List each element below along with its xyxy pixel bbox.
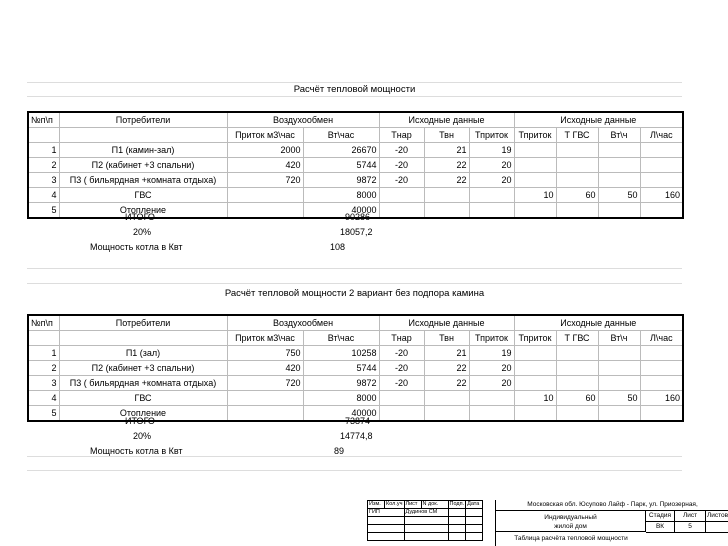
cell-w: 10258 (303, 346, 379, 361)
subheader-cell: Вт\ч (598, 331, 640, 346)
subheader-cell: Приток м3\час (227, 331, 303, 346)
col-air-header: Воздухообмен (227, 315, 379, 331)
cell-tnar: -20 (379, 173, 424, 188)
cell-wh (598, 361, 640, 376)
subheader-cell: Твн (424, 128, 469, 143)
boiler-value: 89 (334, 446, 345, 456)
cell-n: 5 (28, 203, 59, 219)
cell-n: 1 (28, 346, 59, 361)
cell-tvn: 22 (424, 173, 469, 188)
cell-name: ГВС (59, 188, 227, 203)
cell-tvn: 22 (424, 361, 469, 376)
cell-tgvs: 60 (556, 188, 598, 203)
table-row (28, 143, 683, 158)
cell-w: 9872 (303, 376, 379, 391)
cell-w: 5744 (303, 158, 379, 173)
cell-name: Отопление (59, 406, 227, 422)
cell-name: П1 (камин-зал) (59, 143, 227, 158)
stamp-stage-value: ВК (646, 521, 675, 533)
total-label: ИТОГО (125, 416, 155, 426)
table-row (28, 173, 683, 188)
cell-tnar: -20 (379, 346, 424, 361)
cell-tpr: 20 (469, 158, 514, 173)
stamp-col-label: Дата (466, 501, 483, 509)
cell-wh (598, 346, 640, 361)
cell-name: П3 ( бильярдная +комната отдыха) (59, 173, 227, 188)
stamp-col-label: Кол.уч (386, 501, 403, 507)
cell-flow: 750 (227, 346, 303, 361)
subheader-row (28, 331, 683, 346)
cell-lh (640, 376, 683, 391)
section2-title: Расчёт тепловой мощности 2 вариант без подпора камина (224, 288, 485, 299)
cell-name: Отопление (59, 203, 227, 219)
cell-wh (598, 376, 640, 391)
cell-tpr2: 10 (514, 188, 556, 203)
cell-tvn (424, 391, 469, 406)
col-src1-header: Исходные данные (379, 112, 514, 128)
subheader-cell: Тприток (514, 128, 556, 143)
subheader-cell: Твн (424, 331, 469, 346)
total-value: 73874 (345, 416, 371, 426)
col-src2-header: Исходные данные (514, 112, 683, 128)
total-value: 90286 (345, 212, 371, 222)
stamp-sheet-value: 5 (675, 521, 706, 533)
cell-tpr: 19 (469, 143, 514, 158)
cell-tnar: -20 (379, 158, 424, 173)
col-num-header: №п\п (28, 112, 59, 128)
subheader-cell: Тприток (469, 128, 514, 143)
cell-w: 40000 (303, 406, 379, 422)
stamp-gip-label: ГИП (368, 509, 405, 517)
stamp-right-block (495, 500, 728, 546)
cell-lh (640, 346, 683, 361)
stamp-gip-name: Дудинов СМ (404, 509, 448, 517)
col-src2-header: Исходные данные (514, 315, 683, 331)
section2-summary (27, 416, 682, 461)
cell-name: П1 (зал) (59, 346, 227, 361)
cell-wh: 50 (598, 391, 640, 406)
cell-w: 8000 (303, 188, 379, 203)
cell-tnar (379, 391, 424, 406)
cell-w: 9872 (303, 173, 379, 188)
subheader-cell: Л\час (640, 331, 683, 346)
cell-tnar (379, 188, 424, 203)
table-row (28, 346, 683, 361)
boiler-value: 108 (330, 242, 346, 252)
subheader-cell: Тнар (379, 128, 424, 143)
cell-tgvs (556, 158, 598, 173)
cell-tpr (469, 391, 514, 406)
subheader-cell: Приток м3\час (227, 128, 303, 143)
cell-w: 40000 (303, 203, 379, 219)
subheader-cell: Вт\час (303, 128, 379, 143)
cell-tnar: -20 (379, 376, 424, 391)
cell-n: 2 (28, 361, 59, 376)
stamp-col-label: Изм. (368, 501, 385, 509)
subheader-row (28, 128, 683, 143)
percent-value: 14774,8 (340, 431, 373, 441)
subheader-cell: Тприток (514, 331, 556, 346)
cell-tpr2: 10 (514, 391, 556, 406)
header-row (28, 315, 683, 331)
percent-label: 20% (133, 227, 152, 237)
cell-flow (227, 391, 303, 406)
subheader-cell: Тприток (469, 331, 514, 346)
percent-value: 18057,2 (340, 227, 373, 237)
col-consumers-header: Потребители (59, 315, 227, 331)
section1-title: Расчёт тепловой мощности (293, 84, 416, 95)
subheader-cell: Тнар (379, 331, 424, 346)
section1-summary (27, 212, 682, 257)
cell-n: 2 (28, 158, 59, 173)
col-consumers-header: Потребители (59, 112, 227, 128)
stamp-sheets-label: Листов (706, 510, 728, 522)
cell-tgvs (556, 346, 598, 361)
cell-lh (640, 173, 683, 188)
stamp-col-label: Подп. (449, 501, 465, 507)
subheader-cell: Т ГВС (556, 128, 598, 143)
cell-tpr: 20 (469, 376, 514, 391)
cell-tpr2 (514, 376, 556, 391)
stamp-object-line2: жилой дом (554, 523, 587, 530)
subheader-cell: Вт\ч (598, 128, 640, 143)
stamp-col-label: Лист (404, 501, 421, 509)
cell-w: 5744 (303, 361, 379, 376)
cell-lh (640, 158, 683, 173)
boiler-label: Мощность котла в Квт (90, 242, 183, 252)
cell-tvn (424, 188, 469, 203)
cell-tpr: 20 (469, 361, 514, 376)
cell-flow: 2000 (227, 143, 303, 158)
cell-tpr (469, 188, 514, 203)
stamp-object-line1: Индивидуальный (544, 514, 597, 521)
percent-label: 20% (133, 431, 152, 441)
stamp-table-title: Таблица расчёта тепловой мощности (514, 535, 628, 542)
cell-wh (598, 143, 640, 158)
cell-tnar: -20 (379, 361, 424, 376)
cell-w: 8000 (303, 391, 379, 406)
cell-n: 3 (28, 173, 59, 188)
cell-tpr2 (514, 158, 556, 173)
cell-name: П2 (кабинет +3 спальни) (59, 158, 227, 173)
subheader-cell: Вт\час (303, 331, 379, 346)
cell-wh (598, 158, 640, 173)
cell-n: 4 (28, 188, 59, 203)
cell-lh (640, 143, 683, 158)
subheader-cell: Л\час (640, 128, 683, 143)
cell-name: ГВС (59, 391, 227, 406)
boiler-label: Мощность котла в Квт (90, 446, 183, 456)
table-row (28, 391, 683, 406)
cell-n: 5 (28, 406, 59, 422)
cell-flow: 720 (227, 376, 303, 391)
cell-tnar: -20 (379, 143, 424, 158)
stamp-address: Московская обл. Юсупово Лайф - Парк, ул. Приозерная, (496, 500, 728, 511)
cell-name: П2 (кабинет +3 спальни) (59, 361, 227, 376)
cell-n: 4 (28, 391, 59, 406)
cell-tgvs (556, 173, 598, 188)
section2-table (27, 314, 684, 422)
col-num-header: №п\п (28, 315, 59, 331)
cell-lh: 160 (640, 188, 683, 203)
cell-tvn: 21 (424, 346, 469, 361)
cell-flow: 420 (227, 158, 303, 173)
cell-w: 26670 (303, 143, 379, 158)
total-label: ИТОГО (125, 212, 155, 222)
stamp-sheet-label: Лист (675, 510, 706, 522)
table-row (28, 188, 683, 203)
stamp-col-label: N док. (421, 501, 448, 509)
stamp-object (496, 510, 646, 532)
cell-tgvs: 60 (556, 391, 598, 406)
stamp-revisions (367, 500, 483, 541)
cell-n: 3 (28, 376, 59, 391)
cell-tpr2 (514, 173, 556, 188)
cell-tpr: 20 (469, 173, 514, 188)
cell-tpr: 19 (469, 346, 514, 361)
cell-tvn: 22 (424, 376, 469, 391)
cell-tvn: 21 (424, 143, 469, 158)
cell-tpr2 (514, 346, 556, 361)
cell-tpr2 (514, 143, 556, 158)
cell-wh: 50 (598, 188, 640, 203)
col-air-header: Воздухообмен (227, 112, 379, 128)
cell-flow: 720 (227, 173, 303, 188)
cell-name: П3 ( бильярдная +комната отдыха) (59, 376, 227, 391)
cell-tvn: 22 (424, 158, 469, 173)
section1-table (27, 111, 684, 219)
drawing-stamp (367, 500, 728, 546)
cell-n: 1 (28, 143, 59, 158)
cell-lh (640, 361, 683, 376)
stamp-stage-label: Стадия (646, 510, 675, 522)
cell-tpr2 (514, 361, 556, 376)
cell-tgvs (556, 376, 598, 391)
header-row (28, 112, 683, 128)
cell-flow (227, 188, 303, 203)
table-row (28, 376, 683, 391)
table-row (28, 158, 683, 173)
cell-tgvs (556, 143, 598, 158)
subheader-cell: Т ГВС (556, 331, 598, 346)
cell-tgvs (556, 361, 598, 376)
cell-wh (598, 173, 640, 188)
col-src1-header: Исходные данные (379, 315, 514, 331)
cell-lh: 160 (640, 391, 683, 406)
cell-flow: 420 (227, 361, 303, 376)
table-row (28, 361, 683, 376)
